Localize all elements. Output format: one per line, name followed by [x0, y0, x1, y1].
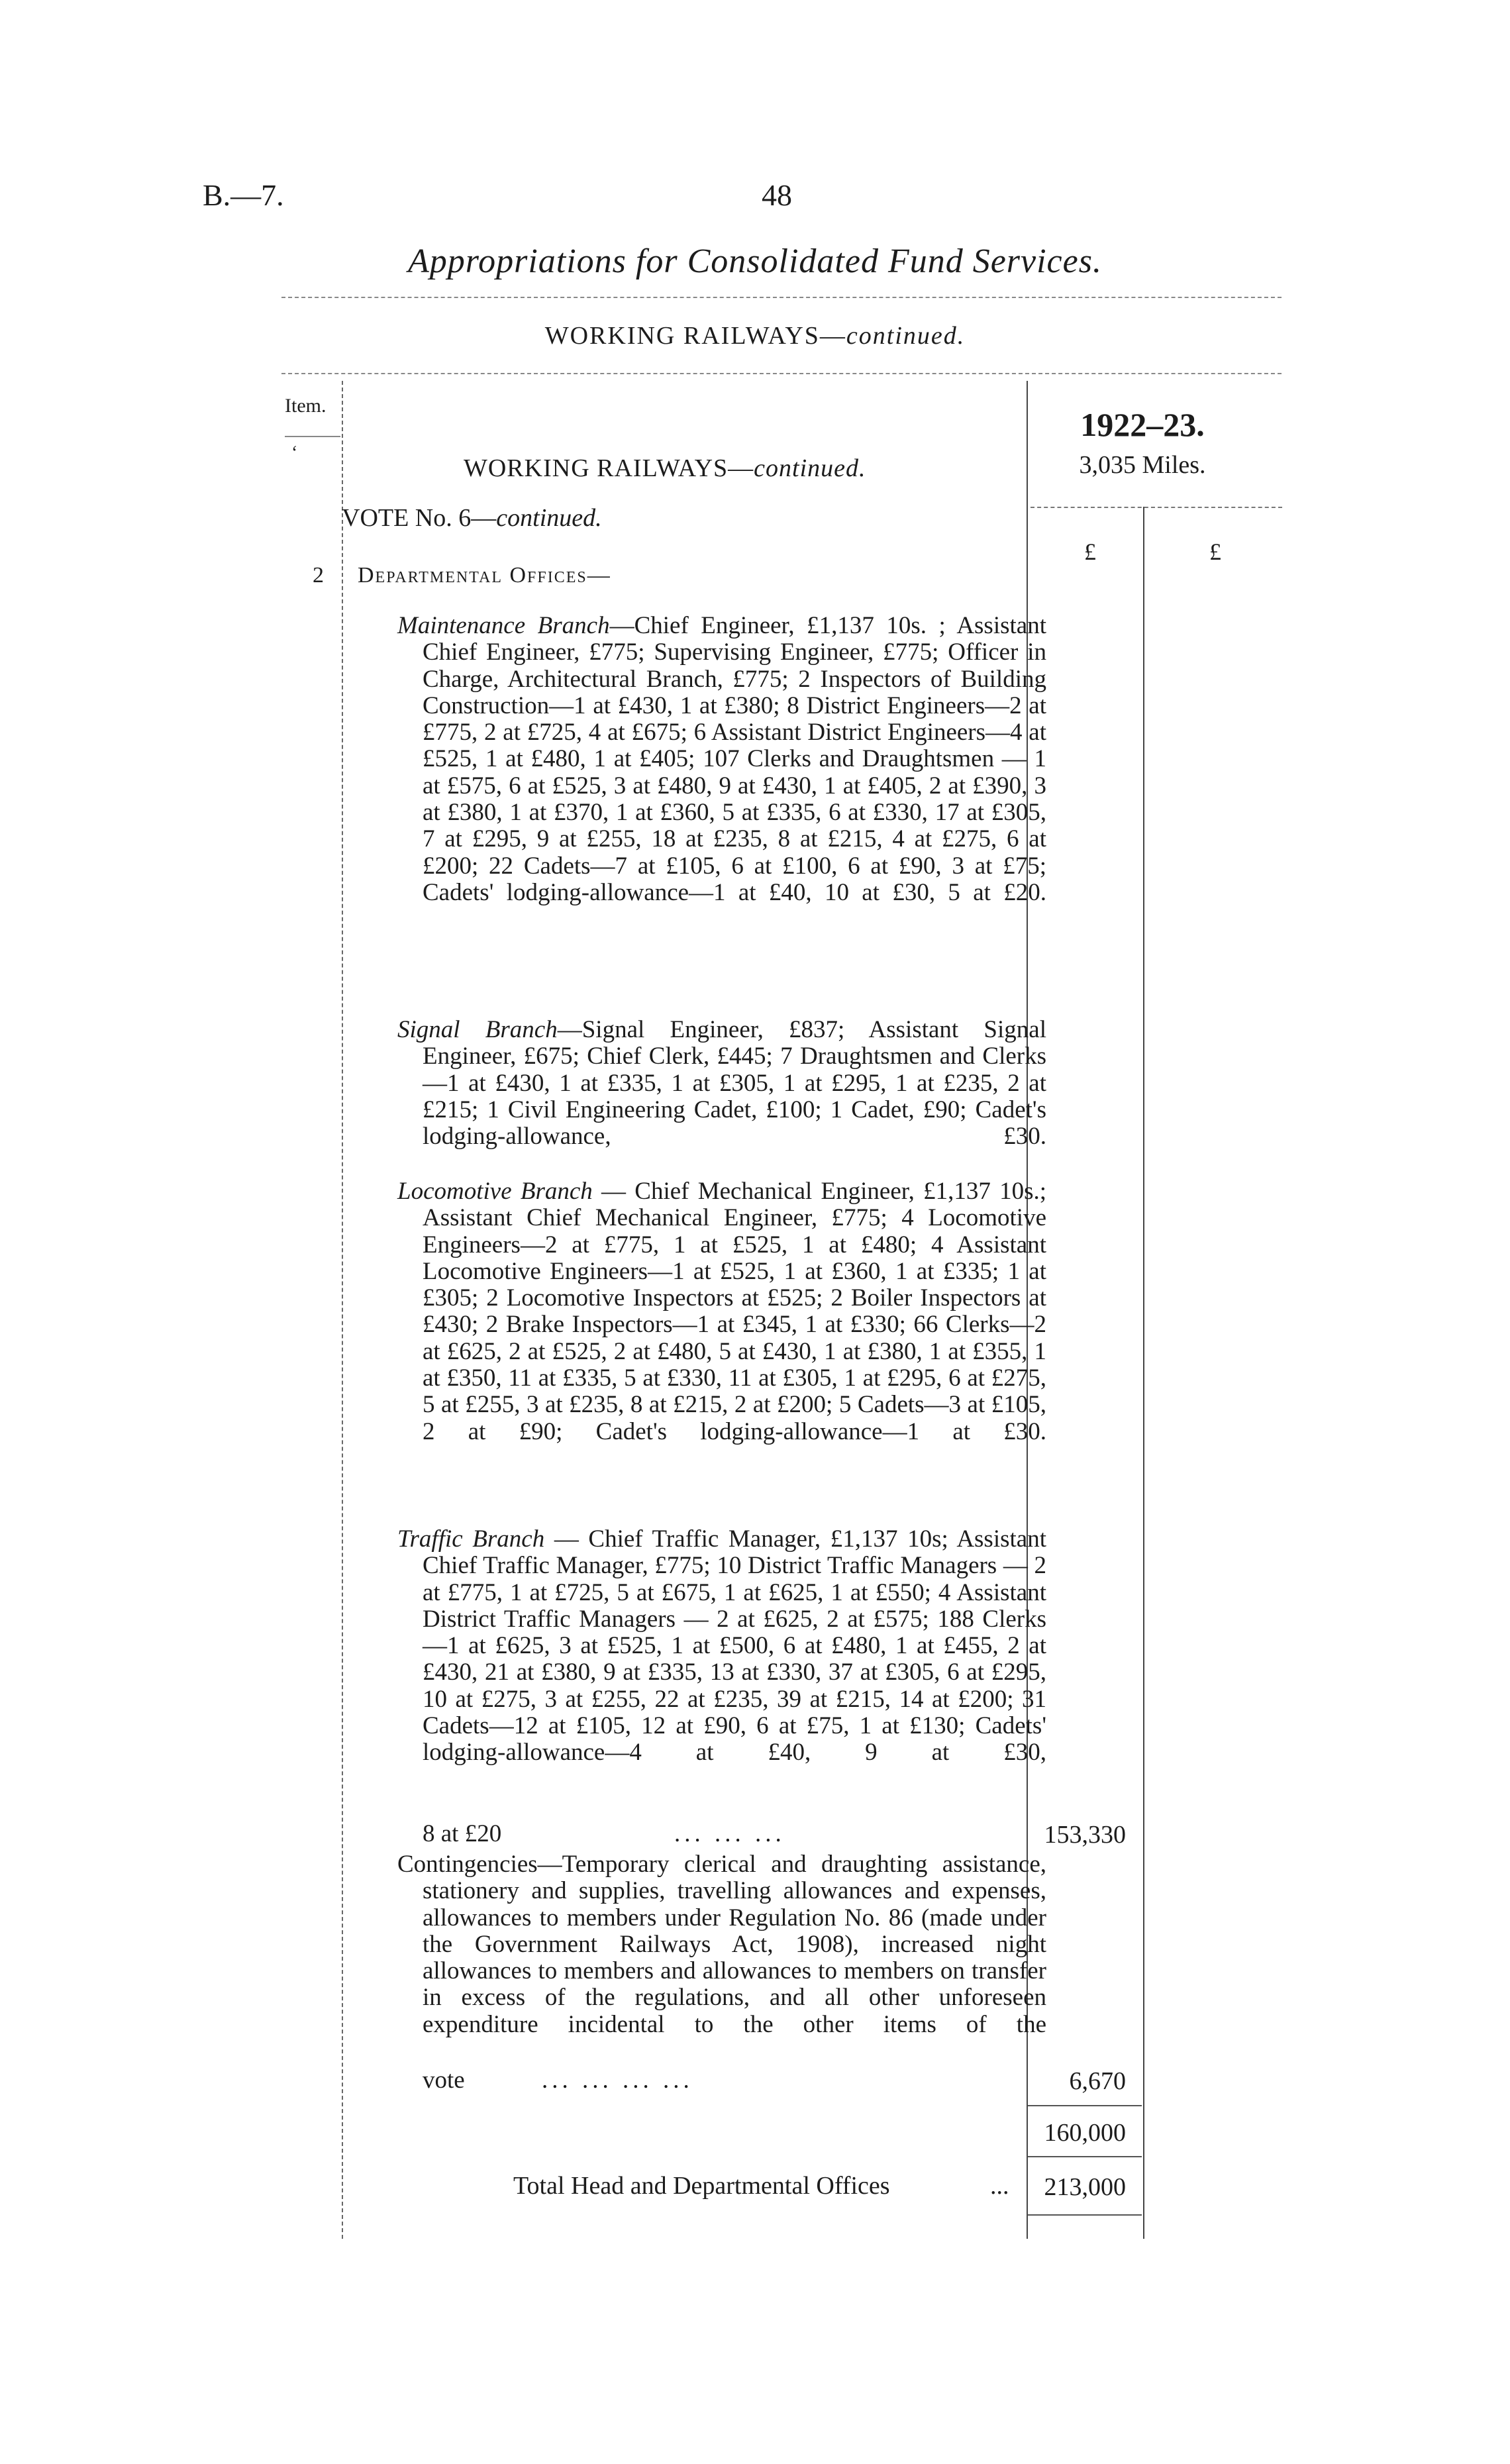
- traffic-branch-name: Traffic Branch: [397, 1525, 545, 1553]
- title-rule: [281, 297, 1282, 298]
- contingencies-amount: 6,670: [1069, 2067, 1126, 2095]
- signal-branch-paragraph: [397, 1017, 1046, 1179]
- total-label: Total Head and Departmental Offices: [513, 2172, 890, 2200]
- item-header-rule: [285, 436, 340, 437]
- maintenance-branch-paragraph: [397, 613, 1046, 1017]
- contingencies-paragraph: [397, 1851, 1046, 2093]
- contingencies-leader: ... ... ... ...: [542, 2067, 693, 2094]
- maintenance-branch-name: Maintenance Branch: [397, 612, 610, 639]
- subtotal-amount: 160,000: [1044, 2119, 1126, 2147]
- signal-branch-text: —Signal Engineer, £837; Assistant Signal Engineer, £675; Chief Clerk, £445; 7 Draughtsmen and Clerks—1 at £430, 1 at £335, 1 at £305, 1 at £295, 1 at £235, 2 at £215; 1 Civil Engineering Cadet, £100; 1 Cadet, £90; Cadet's lodging-allowance, £30.: [423, 1016, 1046, 1151]
- currency-right: £: [1209, 539, 1221, 565]
- item-number: 2: [313, 563, 324, 588]
- page-title: Appropriations for Consolidated Fund Services.: [408, 242, 1102, 280]
- locomotive-branch-name: Locomotive Branch: [397, 1178, 593, 1205]
- year-header-rule: [1031, 507, 1282, 508]
- currency-left: £: [1084, 539, 1096, 565]
- signal-branch-name: Signal Branch: [397, 1016, 558, 1043]
- traffic-branch-text: — Chief Traffic Manager, £1,137 10s; Assistant Chief Traffic Manager, £775; 10 District Traffic Managers — 2 at £775, 1 at £725, 5 at £675, 1 at £625, 1 at £550; 4 Assistant District Traffic Managers — 2 at £625, 2 at £575; 188 Clerks—1 at £625, 3 at £525, 1 at £500, 6 at £480, 1 at £455, 2 at £430, 21 at £380, 9 at £335, 13 at £330, 37 at £305, 6 at £295, 10 at £275, 3 at £255, 22 at £235, 39 at £215, 14 at £200; 31 Cadets—12 at £105, 12 at £90, 6 at £75, 1 at £130; Cadets' lodging-allowance—4 at £40, 9 at £30,: [423, 1525, 1046, 1767]
- traffic-last-line: 8 at £20 ... ... ...: [423, 1820, 785, 1847]
- year-header: 1922–23.: [1080, 406, 1205, 443]
- section-subtitle: WORKING RAILWAYS—continued.: [544, 322, 966, 350]
- vote-heading: VOTE No. 6—continued.: [342, 504, 602, 532]
- total-amount: 213,000: [1044, 2173, 1126, 2201]
- subtotal-bottom-rule: [1028, 2156, 1142, 2157]
- subtotal-top-rule: [1028, 2105, 1142, 2106]
- subtitle-rule: [281, 373, 1282, 374]
- salaries-amount: 153,330: [1044, 1821, 1126, 1849]
- section-heading: Departmental Offices—: [358, 563, 611, 588]
- page-number: 48: [762, 178, 792, 212]
- document-reference: B.—7.: [203, 178, 284, 212]
- inner-heading: WORKING RAILWAYS—continued.: [464, 454, 866, 482]
- locomotive-branch-paragraph: [397, 1178, 1046, 1526]
- locomotive-branch-text: — Chief Mechanical Engineer, £1,137 10s.; Assistant Chief Mechanical Engineer, £775; 4 Locomotive Engineers—2 at £775, 1 at £525, 1 at £480; 4 Assistant Locomotive Engineers—1 at £525, 1 at £360, 1 at £335; 1 at £305; 2 Locomotive Inspectors at £525; 2 Boiler Inspectors at £430; 2 Brake Inspectors—1 at £345, 1 at £330; 66 Clerks—2 at £625, 2 at £525, 2 at £480, 5 at £430, 1 at £380, 1 at £355, 1 at £350, 11 at £335, 5 at £330, 11 at £305, 1 at £295, 6 at £275, 5 at £255, 3 at £235, 8 at £215, 2 at £200; 5 Cadets—3 at £105, 2 at £90; Cadet's lodging-allowance—1 at £30.: [423, 1178, 1046, 1445]
- contingencies-last-line: vote ... ... ... ...: [423, 2067, 693, 2094]
- total-leader: ...: [990, 2172, 1009, 2200]
- margin-mark: ‘: [291, 442, 298, 463]
- contingencies-text: Contingencies—Temporary clerical and draughting assistance, stationery and supplies, travelling allowances and expenses, allowances to members under Regulation No. 86 (made under the Government Railways Act, 1908), increased night allowances to members and allowances to members on transfer in excess of the regulations, and all other unforeseen expenditure incidental to the other items of the: [397, 1851, 1046, 2038]
- maintenance-branch-text: —Chief Engineer, £1,137 10s. ; Assistant Chief Engineer, £775; Supervising Engineer, £775; Officer in Charge, Architectural Branch, £775; 2 Inspectors of Building Construction—1 at £430, 1 at £380; 8 District Engineers—2 at £775, 2 at £725, 4 at £675; 6 Assistant District Engineers—4 at £525, 1 at £480, 1 at £405; 107 Clerks and Draughtsmen — 1 at £575, 6 at £525, 3 at £480, 9 at £430, 1 at £405, 2 at £390, 3 at £380, 1 at £370, 1 at £360, 5 at £335, 6 at £330, 17 at £305, 7 at £295, 9 at £255, 18 at £235, 8 at £215, 4 at £275, 6 at £200; 22 Cadets—7 at £105, 6 at £100, 6 at £90, 3 at £75; Cadets' lodging-allowance—1 at £40, 10 at £30, 5 at £20.: [423, 612, 1046, 906]
- total-bottom-rule: [1028, 2214, 1142, 2216]
- miles-header: 3,035 Miles.: [1079, 451, 1206, 479]
- amount-column-divider-mid: [1143, 507, 1144, 2239]
- traffic-branch-paragraph: [397, 1526, 1046, 1818]
- traffic-leader: ... ... ...: [674, 1820, 785, 1847]
- item-column-header: Item.: [285, 395, 327, 417]
- item-column-divider: [342, 381, 343, 2239]
